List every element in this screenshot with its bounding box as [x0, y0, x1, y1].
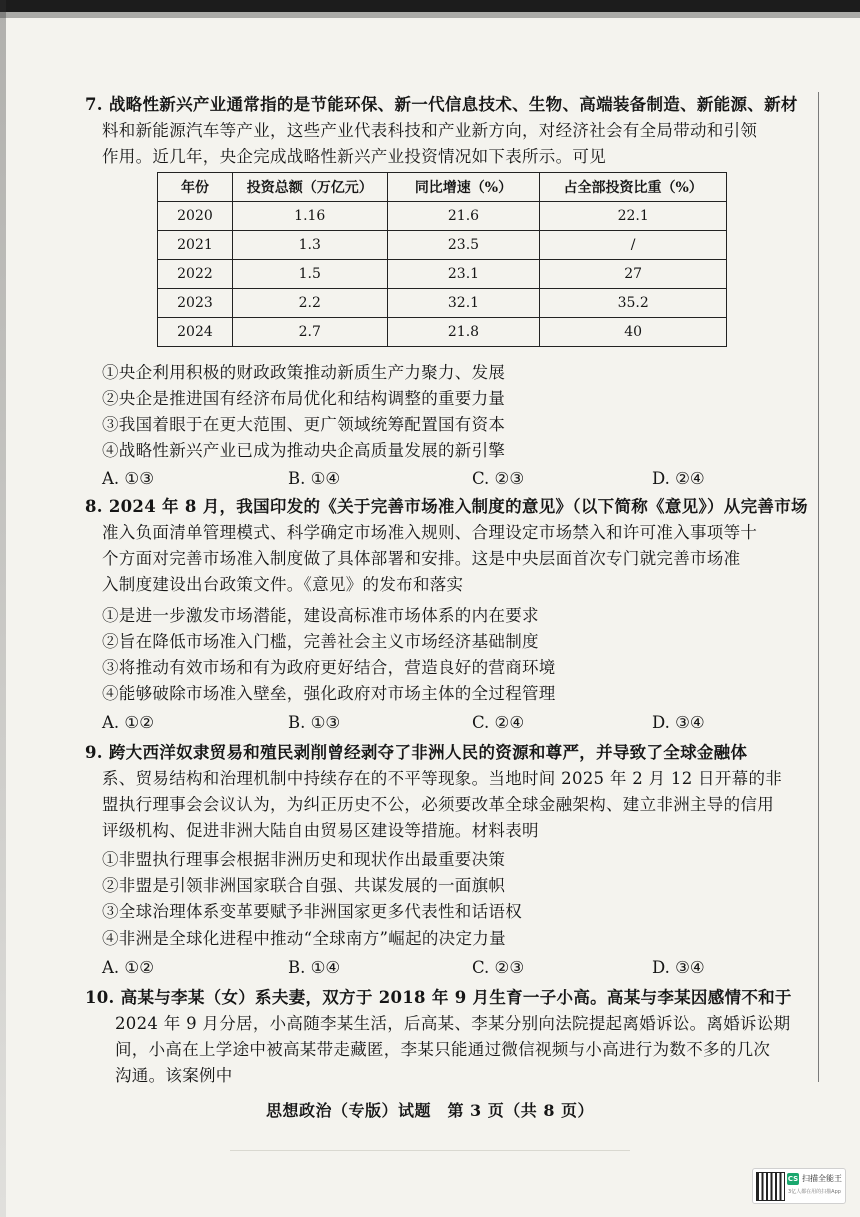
q7-line-1: 7. 战略性新兴产业通常指的是节能环保、新一代信息技术、生物、高端装备制造、新能源、新材: [85, 95, 798, 114]
cell: 2021: [158, 231, 233, 260]
cell: 1.3: [232, 231, 387, 260]
cell: 23.1: [387, 260, 540, 289]
q8-line-1: 8. 2024 年 8 月，我国印发的《关于完善市场准入制度的意见》（以下简称《意见》）从完善市场: [85, 497, 808, 516]
cell: /: [540, 231, 727, 260]
q10-line-2: 2024 年 9 月分居，小高随李某生活，后高某、李某分别向法院提起离婚诉讼。离婚诉讼期: [115, 1014, 791, 1033]
q10-line-4: 沟通。该案例中: [115, 1066, 233, 1085]
q9-statement-4: ④非洲是全球化进程中推动“全球南方”崛起的决定力量: [102, 929, 506, 948]
q7-line-3: 作用。近几年，央企完成战略性新兴产业投资情况如下表所示。可见: [102, 147, 606, 166]
q9-statement-2: ②非盟是引领非洲国家联合自强、共谋发展的一面旗帜: [102, 876, 506, 895]
cell: 22.1: [540, 202, 727, 231]
q8-option-b: B. ①③: [288, 713, 341, 732]
camscanner-logo-icon: CS: [787, 1175, 799, 1183]
cell: 2024: [158, 318, 233, 347]
cell: 1.5: [232, 260, 387, 289]
q8-line-4: 入制度建设出台政策文件。《意见》的发布和落实: [102, 575, 464, 594]
table-row: [158, 202, 727, 231]
col-share: 占全部投资比重（%）: [540, 173, 727, 202]
cell: 21.8: [387, 318, 540, 347]
cell: 1.16: [232, 202, 387, 231]
q7-option-a: A. ①③: [102, 469, 154, 488]
col-year: 年份: [158, 173, 233, 202]
q8-statement-3: ③将推动有效市场和有为政府更好结合，营造良好的营商环境: [102, 658, 556, 677]
cell: 2020: [158, 202, 233, 231]
table-header-row: [158, 173, 727, 202]
cell: 21.6: [387, 202, 540, 231]
q7-statement-4: ④战略性新兴产业已成为推动央企高质量发展的新引擎: [102, 441, 506, 460]
footer-divider: [230, 1150, 630, 1151]
table-row: [158, 231, 727, 260]
cell: 2.7: [232, 318, 387, 347]
table-row: [158, 318, 727, 347]
col-total: 投资总额（万亿元）: [232, 173, 387, 202]
q9-line-3: 盟执行理事会会议认为，为纠正历史不公，必须要改革全球金融架构、建立非洲主导的信用: [102, 795, 774, 814]
q9-line-4: 评级机构、促进非洲大陆自由贸易区建设等措施。材料表明: [102, 821, 539, 840]
investment-table: [157, 172, 727, 347]
page-footer: 思想政治（专版）试题 第 3 页（共 8 页）: [265, 1101, 595, 1120]
q7-statement-2: ②央企是推进国有经济布局优化和结构调整的重要力量: [102, 389, 506, 408]
q8-statement-4: ④能够破除市场准入壁垒，强化政府对市场主体的全过程管理: [102, 684, 556, 703]
q9-option-d: D. ③④: [652, 958, 705, 977]
qr-code-icon: [756, 1172, 785, 1201]
cell: 2022: [158, 260, 233, 289]
q7-option-c: C. ②③: [472, 469, 525, 488]
cell: 23.5: [387, 231, 540, 260]
q10-line-3: 间，小高在上学途中被高某带走藏匿，李某只能通过微信视频与小高进行为数不多的几次: [115, 1040, 771, 1059]
q8-line-3: 个方面对完善市场准入制度做了具体部署和安排。这是中央层面首次专门就完善市场准: [102, 549, 741, 568]
cell: 27: [540, 260, 727, 289]
q8-line-2: 准入负面清单管理模式、科学确定市场准入规则、合理设定市场禁入和许可准入事项等十: [102, 523, 758, 542]
cell: 2023: [158, 289, 233, 318]
q9-line-1: 9. 跨大西洋奴隶贸易和殖民剥削曾经剥夺了非洲人民的资源和尊严，并导致了全球金融体: [85, 743, 748, 762]
q9-statement-3: ③全球治理体系变革要赋予非洲国家更多代表性和话语权: [102, 902, 522, 921]
q10-line-1: 10. 高某与李某（女）系夫妻，双方于 2018 年 9 月生育一子小高。高某与李某因感情不和于: [85, 988, 792, 1007]
col-growth: 同比增速（%）: [387, 173, 540, 202]
watermark-title: 扫描全能王: [802, 1174, 842, 1183]
q8-statement-2: ②旨在降低市场准入门槛，完善社会主义市场经济基础制度: [102, 632, 539, 651]
cell: 32.1: [387, 289, 540, 318]
q8-statement-1: ①是进一步激发市场潜能，建设高标准市场体系的内在要求: [102, 606, 539, 625]
watermark-subtitle: 3亿人都在用的扫描App: [788, 1189, 841, 1195]
table-row: [158, 289, 727, 318]
cell: 35.2: [540, 289, 727, 318]
q8-option-a: A. ①②: [102, 713, 154, 732]
q8-option-d: D. ③④: [652, 713, 705, 732]
q7-statement-3: ③我国着眼于在更大范围、更广领域统筹配置国有资本: [102, 415, 506, 434]
cell: 40: [540, 318, 727, 347]
q7-option-b: B. ①④: [288, 469, 341, 488]
q7-statement-1: ①央企利用积极的财政政策推动新质生产力聚力、发展: [102, 363, 506, 382]
q9-option-a: A. ①②: [102, 958, 154, 977]
q7-line-2: 料和新能源汽车等产业，这些产业代表科技和产业新方向，对经济社会有全局带动和引领: [102, 121, 758, 140]
q9-statement-1: ①非盟执行理事会根据非洲历史和现状作出最重要决策: [102, 850, 506, 869]
q9-option-b: B. ①④: [288, 958, 341, 977]
q9-option-c: C. ②③: [472, 958, 525, 977]
scanner-watermark: [752, 1168, 846, 1204]
cell: 2.2: [232, 289, 387, 318]
q9-line-2: 系、贸易结构和治理机制中持续存在的不平等现象。当地时间 2025 年 2 月 12 日开幕的非: [102, 769, 783, 788]
q8-option-c: C. ②④: [472, 713, 525, 732]
table-row: [158, 260, 727, 289]
q7-option-d: D. ②④: [652, 469, 705, 488]
